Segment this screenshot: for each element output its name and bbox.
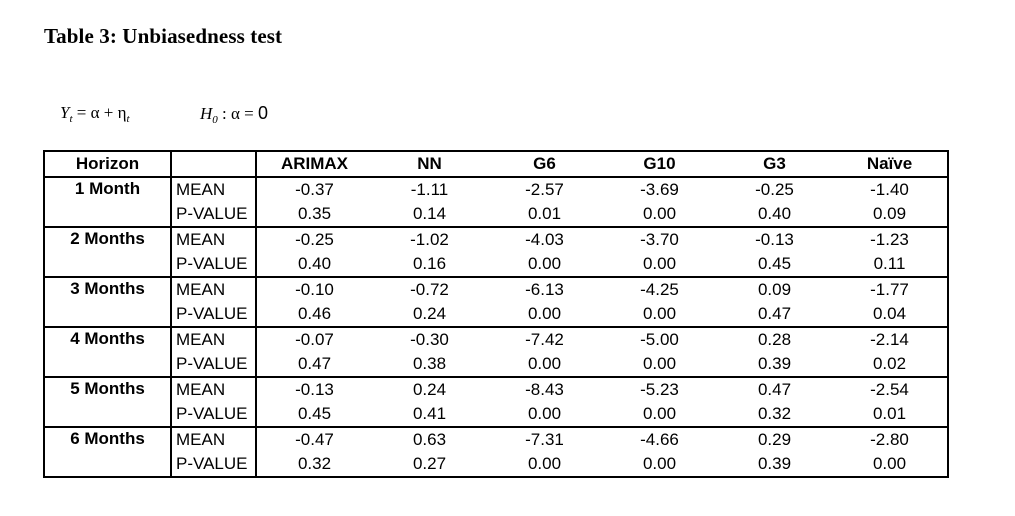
header-model-g10: G10 bbox=[602, 151, 717, 177]
stat-label: MEAN bbox=[171, 227, 256, 252]
value-cell-g10: -4.25 bbox=[640, 280, 679, 299]
value-cell-g3: 0.28 bbox=[757, 330, 792, 349]
table-title: Table 3: Unbiasedness test bbox=[44, 24, 283, 48]
value-cell-g6: -6.13 bbox=[525, 280, 564, 299]
value-cell-arimax: 0.32 bbox=[256, 452, 372, 477]
value-cell-g3: 0.45 bbox=[717, 252, 832, 277]
value-cell-arimax: -0.37 bbox=[295, 180, 334, 199]
horizon-label: 2 Months bbox=[44, 227, 171, 277]
value-cell-naive: -2.80 bbox=[832, 427, 948, 452]
header-horizon: Horizon bbox=[44, 151, 171, 177]
stat-label: MEAN bbox=[171, 377, 256, 402]
stat-label: P-VALUE bbox=[171, 452, 256, 477]
value-cell-g3: 0.09 bbox=[757, 280, 792, 299]
value-cell-g3: 0.32 bbox=[717, 402, 832, 427]
value-cell-g10: -5.23 bbox=[640, 380, 679, 399]
equation-eta-subscript: t bbox=[126, 113, 130, 125]
value-cell-naive: -2.14 bbox=[832, 327, 948, 352]
value-cell-g6: 0.01 bbox=[487, 202, 602, 227]
table-row bbox=[44, 177, 948, 202]
value-cell-g6: -7.31 bbox=[525, 430, 564, 449]
stat-label: P-VALUE bbox=[171, 302, 256, 327]
value-cell-g10: 0.00 bbox=[602, 352, 717, 377]
value-cell-naive: -1.23 bbox=[832, 227, 948, 252]
value-cell-arimax: -0.10 bbox=[295, 280, 334, 299]
stat-label: P-VALUE bbox=[171, 352, 256, 377]
value-cell-arimax: -0.13 bbox=[295, 380, 334, 399]
value-cell-arimax: 0.35 bbox=[256, 202, 372, 227]
stat-label: MEAN bbox=[171, 427, 256, 452]
value-cell-g10: 0.00 bbox=[602, 302, 717, 327]
table-row bbox=[44, 252, 948, 277]
value-cell-g6: 0.00 bbox=[487, 402, 602, 427]
header-model-nn: NN bbox=[372, 151, 487, 177]
value-cell-g10: 0.00 bbox=[602, 202, 717, 227]
horizon-label: 5 Months bbox=[44, 377, 171, 427]
unbiasedness-table bbox=[43, 150, 949, 478]
value-cell-naive: 0.00 bbox=[832, 452, 948, 477]
header-model-g3: G3 bbox=[717, 151, 832, 177]
header-stat bbox=[171, 151, 256, 177]
value-cell-g10: -3.70 bbox=[640, 230, 679, 249]
value-cell-naive: 0.02 bbox=[832, 352, 948, 377]
value-cell-nn: 0.14 bbox=[372, 202, 487, 227]
value-cell-naive: 0.04 bbox=[832, 302, 948, 327]
value-cell-arimax: 0.47 bbox=[256, 352, 372, 377]
header-model-g6: G6 bbox=[487, 151, 602, 177]
value-cell-g10: 0.00 bbox=[602, 252, 717, 277]
value-cell-g10: 0.00 bbox=[602, 452, 717, 477]
value-cell-nn: 0.41 bbox=[372, 402, 487, 427]
value-cell-g10: 0.00 bbox=[602, 402, 717, 427]
value-cell-g6: 0.00 bbox=[487, 302, 602, 327]
table-row bbox=[44, 327, 948, 352]
equation-rhs: = α + η bbox=[72, 103, 127, 122]
header-model-arimax: ARIMAX bbox=[256, 151, 372, 177]
value-cell-g3: 0.29 bbox=[757, 430, 792, 449]
regression-equation bbox=[60, 103, 130, 125]
horizon-label: 1 Month bbox=[44, 177, 171, 227]
hypothesis-condition: : α = bbox=[217, 104, 258, 123]
stat-label: P-VALUE bbox=[171, 252, 256, 277]
table-row bbox=[44, 277, 948, 302]
value-cell-g3: 0.40 bbox=[717, 202, 832, 227]
table-row bbox=[44, 427, 948, 452]
hypothesis-h-subscript: 0 bbox=[212, 114, 218, 126]
value-cell-naive: -1.77 bbox=[832, 277, 948, 302]
value-cell-g10: -3.69 bbox=[640, 180, 679, 199]
horizon-label: 4 Months bbox=[44, 327, 171, 377]
value-cell-g3: 0.47 bbox=[717, 302, 832, 327]
equation-y-subscript: t bbox=[69, 113, 73, 125]
value-cell-g3: 0.39 bbox=[717, 452, 832, 477]
table-row bbox=[44, 377, 948, 402]
value-cell-g6: 0.00 bbox=[487, 252, 602, 277]
table-row bbox=[44, 302, 948, 327]
value-cell-nn: 0.38 bbox=[372, 352, 487, 377]
value-cell-g10: -5.00 bbox=[640, 330, 679, 349]
horizon-label: 3 Months bbox=[44, 277, 171, 327]
table-row bbox=[44, 452, 948, 477]
value-cell-nn: 0.16 bbox=[372, 252, 487, 277]
value-cell-g6: -8.43 bbox=[525, 380, 564, 399]
header-model-naive: Naïve bbox=[832, 151, 948, 177]
value-cell-nn: 0.27 bbox=[372, 452, 487, 477]
value-cell-g3: -0.13 bbox=[755, 230, 794, 249]
value-cell-g6: -2.57 bbox=[525, 180, 564, 199]
value-cell-g3: -0.25 bbox=[755, 180, 794, 199]
value-cell-naive: 0.09 bbox=[832, 202, 948, 227]
value-cell-nn: 0.24 bbox=[372, 302, 487, 327]
value-cell-nn: 0.63 bbox=[412, 430, 447, 449]
value-cell-arimax: 0.46 bbox=[256, 302, 372, 327]
value-cell-nn: 0.24 bbox=[412, 380, 447, 399]
value-cell-nn: -0.72 bbox=[410, 280, 449, 299]
value-cell-nn: -1.02 bbox=[410, 230, 449, 249]
stat-label: P-VALUE bbox=[171, 202, 256, 227]
horizon-label: 6 Months bbox=[44, 427, 171, 477]
value-cell-arimax: -0.25 bbox=[295, 230, 334, 249]
value-cell-arimax: -0.47 bbox=[295, 430, 334, 449]
value-cell-naive: -1.40 bbox=[832, 177, 948, 202]
table-row bbox=[44, 402, 948, 427]
value-cell-g6: -7.42 bbox=[525, 330, 564, 349]
value-cell-naive: 0.11 bbox=[832, 252, 948, 277]
value-cell-g6: 0.00 bbox=[487, 352, 602, 377]
value-cell-nn: -0.30 bbox=[410, 330, 449, 349]
hypothesis-zero: 0 bbox=[258, 103, 269, 123]
table-row bbox=[44, 227, 948, 252]
value-cell-arimax: 0.45 bbox=[256, 402, 372, 427]
stat-label: MEAN bbox=[171, 277, 256, 302]
table-body bbox=[44, 177, 948, 477]
hypothesis-h: H bbox=[200, 104, 213, 123]
null-hypothesis bbox=[200, 103, 268, 126]
header-row bbox=[44, 151, 948, 177]
stat-label: MEAN bbox=[171, 327, 256, 352]
value-cell-g10: -4.66 bbox=[640, 430, 679, 449]
value-cell-g3: 0.39 bbox=[717, 352, 832, 377]
table-row bbox=[44, 352, 948, 377]
stat-label: P-VALUE bbox=[171, 402, 256, 427]
value-cell-g6: 0.00 bbox=[487, 452, 602, 477]
value-cell-g3: 0.47 bbox=[757, 380, 792, 399]
value-cell-nn: -1.11 bbox=[410, 180, 449, 199]
stat-label: MEAN bbox=[171, 177, 256, 202]
value-cell-naive: -2.54 bbox=[832, 377, 948, 402]
value-cell-g6: -4.03 bbox=[525, 230, 564, 249]
value-cell-arimax: -0.07 bbox=[295, 330, 334, 349]
value-cell-naive: 0.01 bbox=[832, 402, 948, 427]
equation-y: Y bbox=[60, 103, 70, 122]
table-row bbox=[44, 202, 948, 227]
value-cell-arimax: 0.40 bbox=[256, 252, 372, 277]
